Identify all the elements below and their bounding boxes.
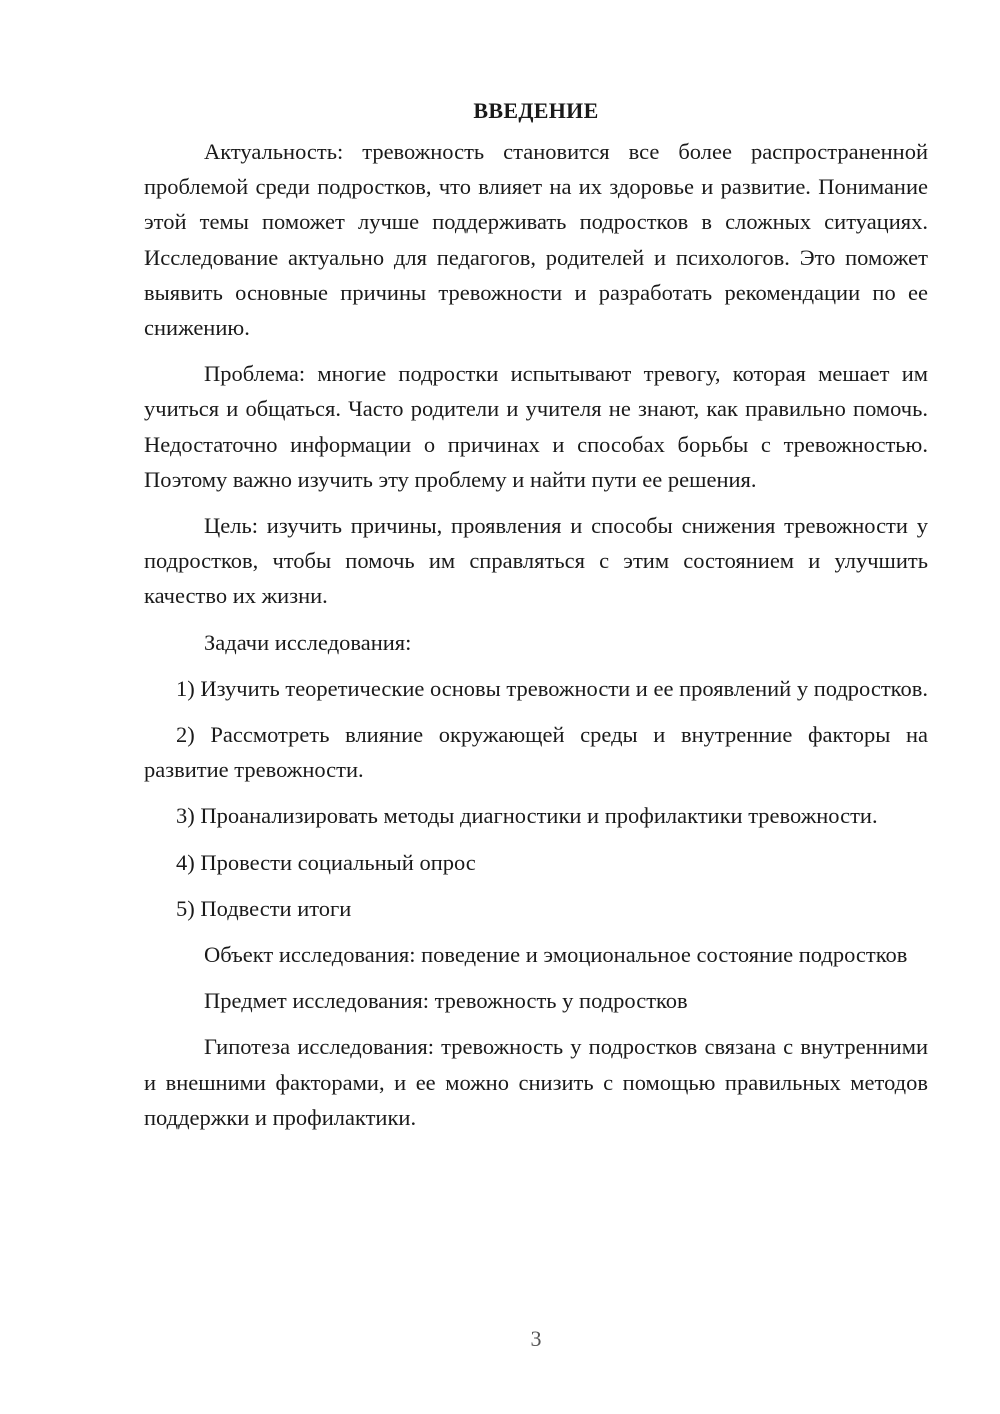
task-item-5: 5) Подвести итоги bbox=[176, 895, 352, 921]
paragraph-problem: Проблема: многие подростки испытывают тревогу, которая мешает им учиться и общаться. Часто родители и учителя не знают, как правильно помочь. Недостаточно информации о причинах и способах борьбы с тревожностью. Поэтому важно изучить эту проблему и найти пути ее решения. bbox=[144, 361, 928, 492]
task-item-4: 4) Провести социальный опрос bbox=[176, 849, 476, 875]
paragraph-goal: Цель: изучить причины, проявления и способы снижения тревожности у подростков, чтобы помочь им справляться с этим состоянием и улучшить качество их жизни. bbox=[144, 513, 928, 609]
tasks-title: Задачи исследования: bbox=[204, 629, 412, 655]
paragraph-relevance: Актуальность: тревожность становится все более распространенной проблемой среди подростков, что влияет на их здоровье и развитие. Понимание этой темы поможет лучше поддерживать подростков в сложных ситуациях. Исследование актуально для педагогов, родителей и психологов. Это поможет выявить основные причины тревожности и разработать рекомендации по ее снижению. bbox=[144, 139, 928, 341]
page-number: 3 bbox=[530, 1326, 542, 1351]
section-heading: ВВЕДЕНИЕ bbox=[473, 98, 599, 123]
task-item-2: 2) Рассмотреть влияние окружающей среды и внутренние факторы на развитие тревожности. bbox=[144, 722, 928, 783]
task-item-1: 1) Изучить теоретические основы тревожности и ее проявлений у подростков. bbox=[176, 675, 928, 701]
paragraph-hypothesis: Гипотеза исследования: тревожность у подростков связана с внутренними и внешними факторами, и ее можно снизить с помощью правильных методов поддержки и профилактики. bbox=[144, 1034, 928, 1130]
task-item-3: 3) Проанализировать методы диагностики и профилактики тревожности. bbox=[176, 803, 878, 829]
page-content bbox=[144, 93, 928, 1146]
paragraph-subject: Предмет исследования: тревожность у подростков bbox=[204, 988, 688, 1014]
paragraph-object: Объект исследования: поведение и эмоциональное состояние подростков bbox=[204, 942, 908, 968]
